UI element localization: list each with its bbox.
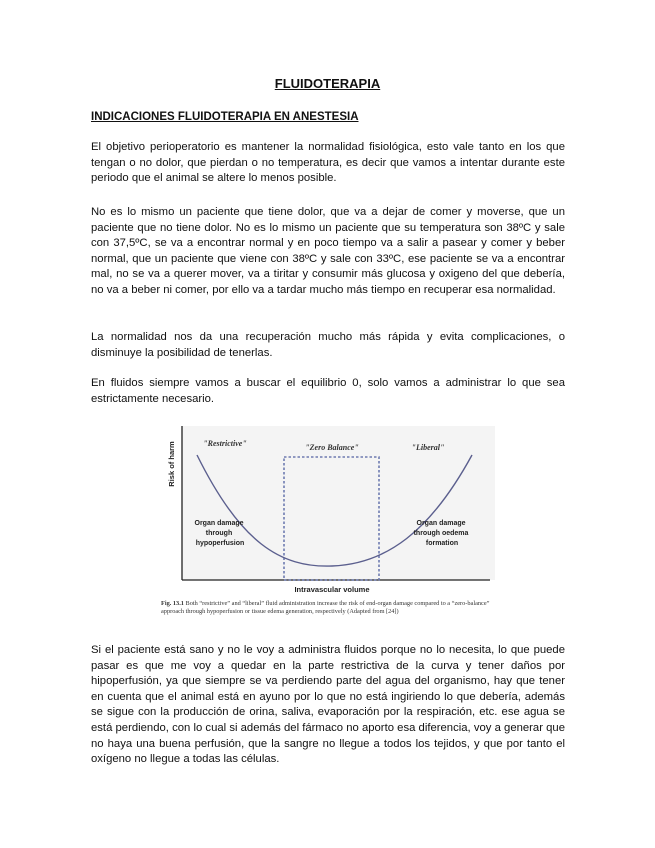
fluid-balance-diagram bbox=[160, 422, 495, 600]
figure-caption-text: Both “restrictive” and “liberal” fluid administration increase the risk of end-organ damage compared to a “zero-balance” approach through hypoperfusion or tissue edema generation, respectively (Adapted from [24]) bbox=[161, 600, 490, 615]
x-axis-label: Intravascular volume bbox=[294, 585, 370, 594]
section-heading: INDICACIONES FLUIDOTERAPIA EN ANESTESIA bbox=[91, 111, 359, 123]
left-annotation-line-3: hypoperfusion bbox=[195, 540, 245, 547]
restrictive-label: "Restrictive" bbox=[203, 439, 247, 448]
page-title: FLUIDOTERAPIA bbox=[274, 76, 381, 91]
figure-caption bbox=[161, 600, 494, 615]
right-annotation-line-2: through oedema bbox=[413, 530, 469, 537]
paragraph-1: El objetivo perioperatorio es mantener la normalidad fisiológica, esto vale tanto en los que tengan o no dolor, que pierdan o no temperatura, es decir que vamos a intentar durante este periodo que el animal se altere lo menos posible. bbox=[91, 141, 565, 185]
zero-balance-label: "Zero Balance" bbox=[305, 443, 359, 452]
right-annotation-line-3: formation bbox=[425, 540, 459, 547]
left-annotation-line-1: Organ damage bbox=[194, 520, 244, 527]
paragraph-4: En fluidos siempre vamos a buscar el equilibrio 0, solo vamos a administrar lo que sea estrictamente necesario. bbox=[91, 377, 565, 405]
paragraph-2: No es lo mismo un paciente que tiene dolor, que va a dejar de comer y moverse, que un paciente que no tiene dolor. No es lo mismo un paciente que su temperatura son 38ºC y sale con 37,5ºC, se va a encontrar normal y en poco tiempo va a salir a pasear y comer y beber normal, que un paciente que viene con 38ºC y sale con 33ºC, ese paciente se va a encontrar mal, no se va a querer mover, va a tiritar y consumir más glucosa y oxigeno del que debería, no va a beber ni comer, por ello va a tardar mucho más tiempo en recuperar esa normalidad. bbox=[91, 206, 565, 296]
liberal-label: "Liberal" bbox=[411, 443, 445, 452]
figure-caption-label: Fig. 13.1 bbox=[161, 600, 184, 607]
fluid-balance-figure bbox=[160, 422, 495, 627]
right-annotation-line-1: Organ damage bbox=[416, 520, 466, 527]
y-axis-label: Risk of harm bbox=[167, 441, 176, 487]
paragraph-5: Si el paciente está sano y no le voy a administra fluidos porque no lo necesita, lo que puede pasar es que me voy a quedar en la parte restrictiva de la curva y tener daños por hipoperfusión, ya que siempre se va perdiendo parte del agua del organismo, hay que tener en cuenta que el animal está en ayuno por lo que no está ingiriendo lo que debería, además se sigue con la producción de orina, saliva, evaporación por la respiración, etc. ese agua se está perdiendo, con lo cual si además del fármaco no aporto esa diferencia, voy a generar que no haya una buena perfusión, que la sangre no llegue a todos los tejidos, y que por tanto el oxígeno no llegue a todas las células. bbox=[91, 644, 565, 766]
left-annotation-line-2: through bbox=[205, 530, 233, 537]
paragraph-3: La normalidad nos da una recuperación mucho más rápida y evita complicaciones, o disminuye la posibilidad de tenerlas. bbox=[91, 331, 565, 359]
